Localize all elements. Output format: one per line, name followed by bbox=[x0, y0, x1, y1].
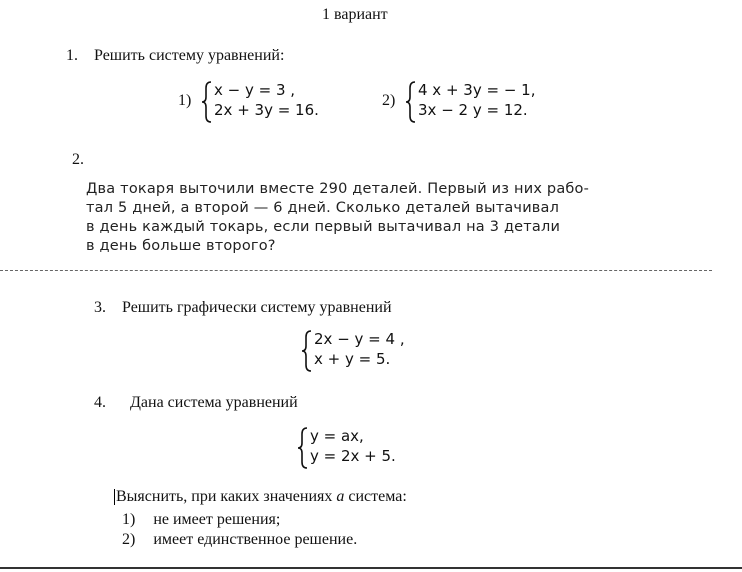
task2-line: Два токаря выточили вместе 290 деталей. Первый из них рабо- bbox=[86, 181, 590, 197]
task4-system bbox=[296, 426, 436, 470]
task1-text: Решить систему уравнений: bbox=[94, 47, 285, 64]
task4-eq1: y = ax, bbox=[310, 427, 364, 445]
divider bbox=[0, 270, 712, 271]
task3-eq1: 2x − y = 4 , bbox=[314, 330, 405, 348]
task2-line: в день больше второго? bbox=[86, 238, 276, 254]
task1-sys1-eq1: x − y = 3 , bbox=[214, 81, 296, 99]
task4-item-2 bbox=[122, 531, 357, 549]
task4-number: 4. bbox=[94, 394, 106, 411]
task2-line: тал 5 дней, а второй — 6 дней. Сколько деталей вытачивал bbox=[86, 200, 560, 216]
task3-system bbox=[300, 329, 440, 373]
task1-sys2-label: 2) bbox=[382, 92, 396, 109]
task4-eq2: y = 2x + 5. bbox=[310, 447, 396, 465]
task1-number: 1. bbox=[66, 47, 78, 64]
brace-icon bbox=[404, 80, 418, 124]
task4-item-1 bbox=[122, 511, 280, 529]
page-title: 1 вариант bbox=[322, 6, 388, 23]
task3-eq2: x + y = 5. bbox=[314, 350, 391, 368]
task4-question-var: a bbox=[336, 488, 345, 505]
task3-text: Решить графически систему уравнений bbox=[122, 299, 392, 316]
task1-sys2-eq2: 3x − 2 y = 12. bbox=[418, 101, 528, 119]
task4-item-text: имеет единственное решение. bbox=[153, 531, 358, 548]
page-bottom-border bbox=[0, 567, 742, 569]
task3-number: 3. bbox=[94, 299, 106, 316]
task2-number: 2. bbox=[72, 151, 84, 168]
task1-system-2 bbox=[404, 80, 554, 124]
task4-text: Дана система уравнений bbox=[130, 394, 298, 411]
brace-icon bbox=[200, 80, 214, 124]
task4-question[interactable] bbox=[114, 488, 407, 506]
task1-system-1 bbox=[200, 80, 340, 124]
brace-icon bbox=[300, 329, 314, 373]
brace-icon bbox=[296, 426, 310, 470]
task2-text bbox=[86, 180, 626, 256]
task4-question-suffix: система: bbox=[344, 488, 407, 505]
task4-item-label: 2) bbox=[122, 531, 136, 548]
task1-sys1-label: 1) bbox=[178, 92, 192, 109]
text-cursor bbox=[114, 489, 115, 505]
task4-item-label: 1) bbox=[122, 511, 136, 528]
task4-item-text: не имеет решения; bbox=[153, 511, 281, 528]
task1-sys2-eq1: 4 x + 3y = − 1, bbox=[418, 81, 536, 99]
task1-sys1-eq2: 2x + 3y = 16. bbox=[214, 101, 319, 119]
task2-line: в день каждый токарь, если первый вытачивал на 3 детали bbox=[86, 219, 561, 235]
task4-question-prefix: Выяснить, при каких значениях bbox=[116, 488, 337, 505]
